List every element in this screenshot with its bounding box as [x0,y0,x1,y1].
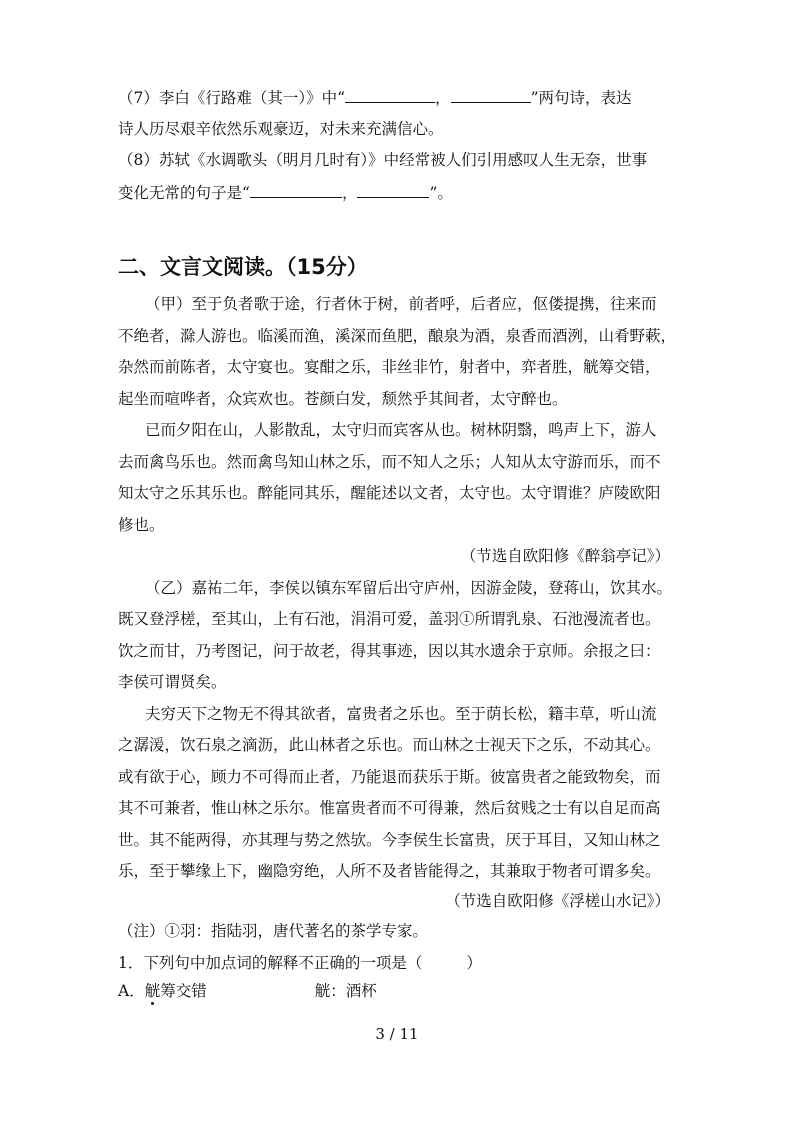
question-1-option-a [118,980,377,1002]
passage-b-citation: （节选自欧阳修《浮槎山水记》） [445,892,670,910]
q8-blank-1[interactable] [250,181,342,198]
passage-a-citation: （节选自欧阳修《醉翁亭记》） [460,547,670,565]
passage-a-p2-line-4: 修也。 [118,516,165,534]
q8-text-a: 变化无常的句子是“ [118,184,250,202]
q7-line-2: 诗人历尽艰辛依然乐观豪迈，对未来充满信心。 [118,120,444,138]
passage-b-p2-line-5: 世。其不能两得，亦其理与势之然欤。今李侯生长富贵，厌于耳目，又知山林之 [118,831,661,849]
page-indicator: 3 / 11 [375,1025,419,1043]
passage-a-p1-line-4: 起坐而喧哗者，众宾欢也。苍颜白发，颓然乎其间者，太守醉也。 [118,390,568,408]
section-heading: 二、文言文阅读。（15分） [118,255,368,279]
q8-blank-2[interactable] [357,181,429,198]
passage-a-p1-line-1: （甲）至于负者歌于途，行者休于树，前者呼，后者应，伛偻提携，往来而 [145,295,657,313]
q7-text-a: （7）李白《行路难（其一）》中“ [118,89,346,107]
q7-line-1 [118,86,632,109]
passage-b-p2-line-3: 或有欲于心，顾力不可得而止者，乃能退而获乐于斯。彼富贵者之能致物矣，而 [118,768,661,786]
question-1-stem-text: 1．下列句中加点词的解释不正确的一项是（ [118,954,423,972]
option-a-dotted-char: 觥 [144,982,161,1000]
passage-b-p1-line-1: （乙）嘉祐二年，李侯以镇东军留后出守庐州，因游金陵，登蒋山，饮其水。 [145,579,673,597]
passage-a-p2-line-2: 去而禽鸟乐也。然而禽鸟知山林之乐，而不知人之乐；人知从太守游而乐，而不 [118,453,661,471]
q8-text-b: ， [341,184,358,202]
passage-a-p2-line-1: 已而夕阳在山，人影散乱，太守归而宾客从也。树林阴翳，鸣声上下，游人 [145,421,657,439]
q7-blank-1[interactable] [345,86,435,103]
option-a-phrase: 筹交错 [160,982,207,1000]
passage-a-p1-line-2: 不绝者，滁人游也。临溪而渔，溪深而鱼肥，酿泉为酒，泉香而酒洌，山肴野蔌， [118,327,677,345]
question-1-stem-close: ） [466,954,482,972]
q8-line-1: （8）苏轼《水调歌头（明月几时有）》中经常被人们引用感叹人生无奈，世事 [118,151,648,169]
q7-blank-2[interactable] [451,86,531,103]
passage-a-p1-line-3: 杂然而前陈者，太守宴也。宴酣之乐，非丝非竹，射者中，弈者胜，觥筹交错， [118,358,661,376]
passage-b-p2-line-6: 乐，至于攀缘上下，幽隐穷绝，人所不及者皆能得之，其兼取于物者可谓多矣。 [118,862,661,880]
passage-b-p1-line-3: 饮之而甘，乃考图记，问于故老，得其事迹，因以其水遗余于京师。余报之曰： [118,642,661,660]
passage-a-p2-line-3: 知太守之乐其乐也。醉能同其乐，醒能述以文者，太守也。太守谓谁？庐陵欧阳 [118,484,661,502]
passage-b-p1-line-2: 既又登浮槎，至其山，上有石池，涓涓可爱，盖羽①所谓乳泉、石池漫流者也。 [118,610,661,628]
passage-b-p2-line-1: 夫穷天下之物无不得其欲者，富贵者之乐也。至于荫长松，籍丰草，听山流 [145,705,657,723]
passage-b-p2-line-2: 之潺湲，饮石泉之滴沥，此山林者之乐也。而山林之士视天下之乐，不动其心。 [118,736,661,754]
q8-line-2 [118,181,453,204]
q7-text-c: ”两句诗，表达 [530,89,632,107]
passage-b-p1-line-4: 李侯可谓贤矣。 [118,673,227,691]
option-a-label: A． [118,982,145,1000]
option-a-answer: 觥：酒杯 [314,982,377,1000]
q8-text-c: ”。 [429,184,453,202]
passage-b-p2-line-4: 其不可兼者，惟山林之乐尔。惟富贵者而不可得兼，然后贫贱之士有以自足而高 [118,799,661,817]
note-line: （注）①羽：指陆羽，唐代著名的茶学专家。 [118,922,429,940]
question-1-stem [118,952,482,974]
q7-text-b: ， [435,89,451,107]
